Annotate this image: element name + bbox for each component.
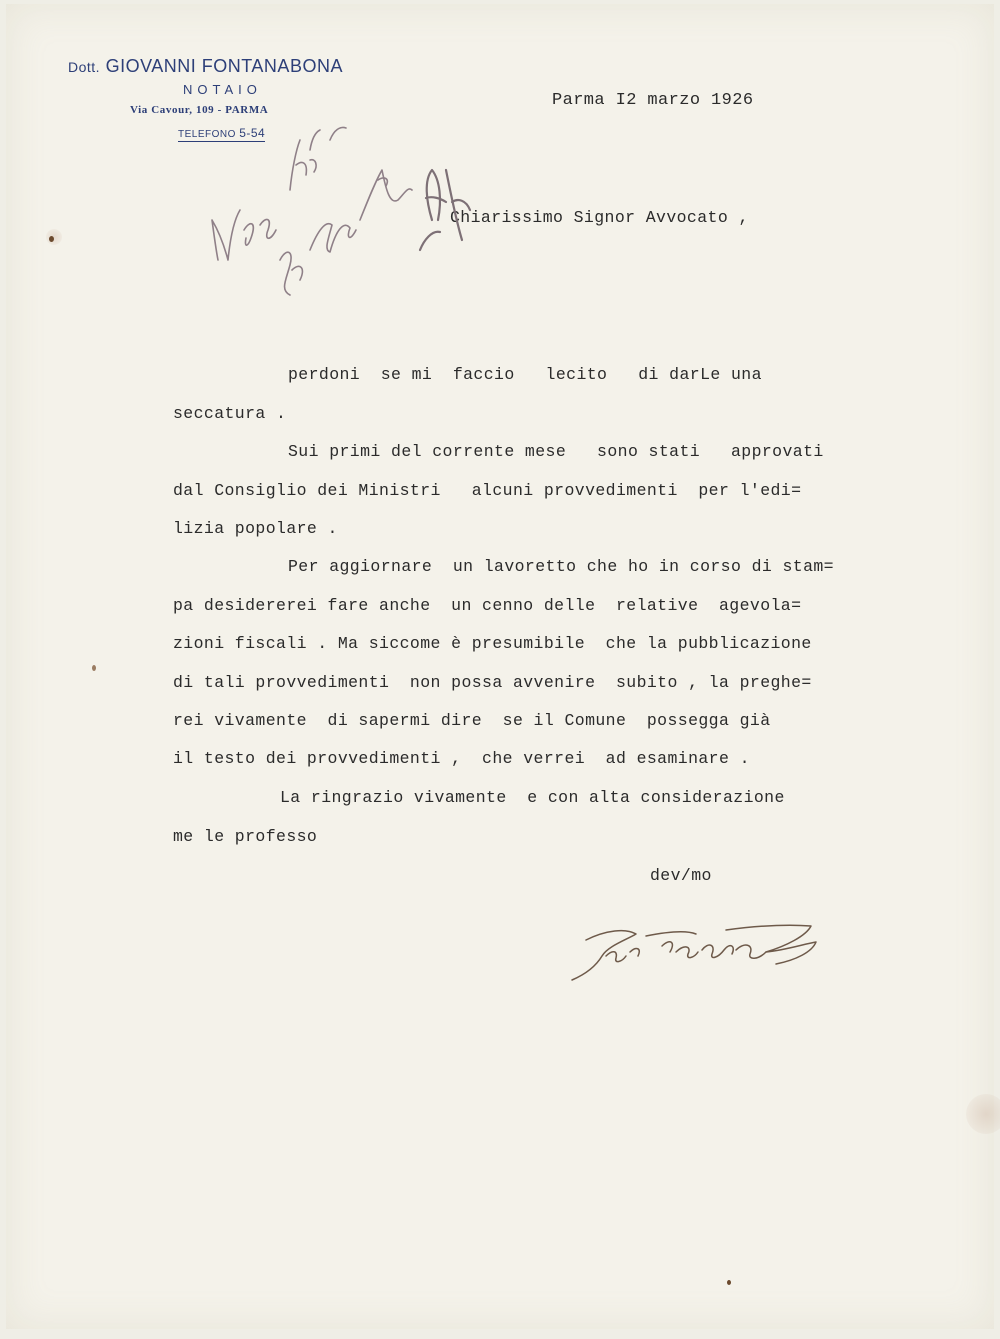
letterhead-title: NOTAIO xyxy=(183,82,262,97)
paper-stain xyxy=(966,1094,1000,1134)
paper-spot xyxy=(727,1280,731,1285)
body-line: Per aggiornare un lavoretto che ho in corso di stam= xyxy=(288,557,834,576)
body-line: seccatura . xyxy=(173,404,287,423)
salutation: Chiarissimo Signor Avvocato , xyxy=(450,208,749,227)
signature xyxy=(566,916,826,996)
body-line: di tali provvedimenti non possa avvenire subito , la preghe= xyxy=(173,673,812,692)
body-line: Sui primi del corrente mese sono stati approvati xyxy=(288,442,824,461)
letterhead-address: Via Cavour, 109 - PARMA xyxy=(130,104,269,116)
phone-label: TELEFONO xyxy=(178,129,236,140)
letterhead-full-name: GIOVANNI FONTANABONA xyxy=(105,56,343,76)
body-line: il testo dei provvedimenti , che verrei ad esaminare . xyxy=(173,749,750,768)
body-line: pa desidererei fare anche un cenno delle relative agevola= xyxy=(173,596,802,615)
body-line: me le professo xyxy=(173,827,318,846)
body-line: La ringrazio vivamente e con alta considerazione xyxy=(280,788,785,807)
letterhead-name xyxy=(68,56,343,77)
date-line: Parma I2 marzo 1926 xyxy=(552,91,754,110)
handwritten-annotation xyxy=(200,120,500,320)
closing: dev/mo xyxy=(650,866,712,885)
phone-number: 5-54 xyxy=(239,126,266,140)
letterhead-prefix: Dott. xyxy=(68,59,101,75)
body-line: zioni fiscali . Ma siccome è presumibile che la pubblicazione xyxy=(173,634,812,653)
paper-spot xyxy=(49,236,54,242)
letter-page xyxy=(6,4,994,1329)
body-line: dal Consiglio dei Ministri alcuni provvedimenti per l'edi= xyxy=(173,481,802,500)
body-line: lizia popolare . xyxy=(173,519,338,538)
paper-spot xyxy=(92,665,96,671)
body-line: perdoni se mi faccio lecito di darLe una xyxy=(288,365,762,384)
body-line: rei vivamente di sapermi dire se il Comune possegga già xyxy=(173,711,771,730)
